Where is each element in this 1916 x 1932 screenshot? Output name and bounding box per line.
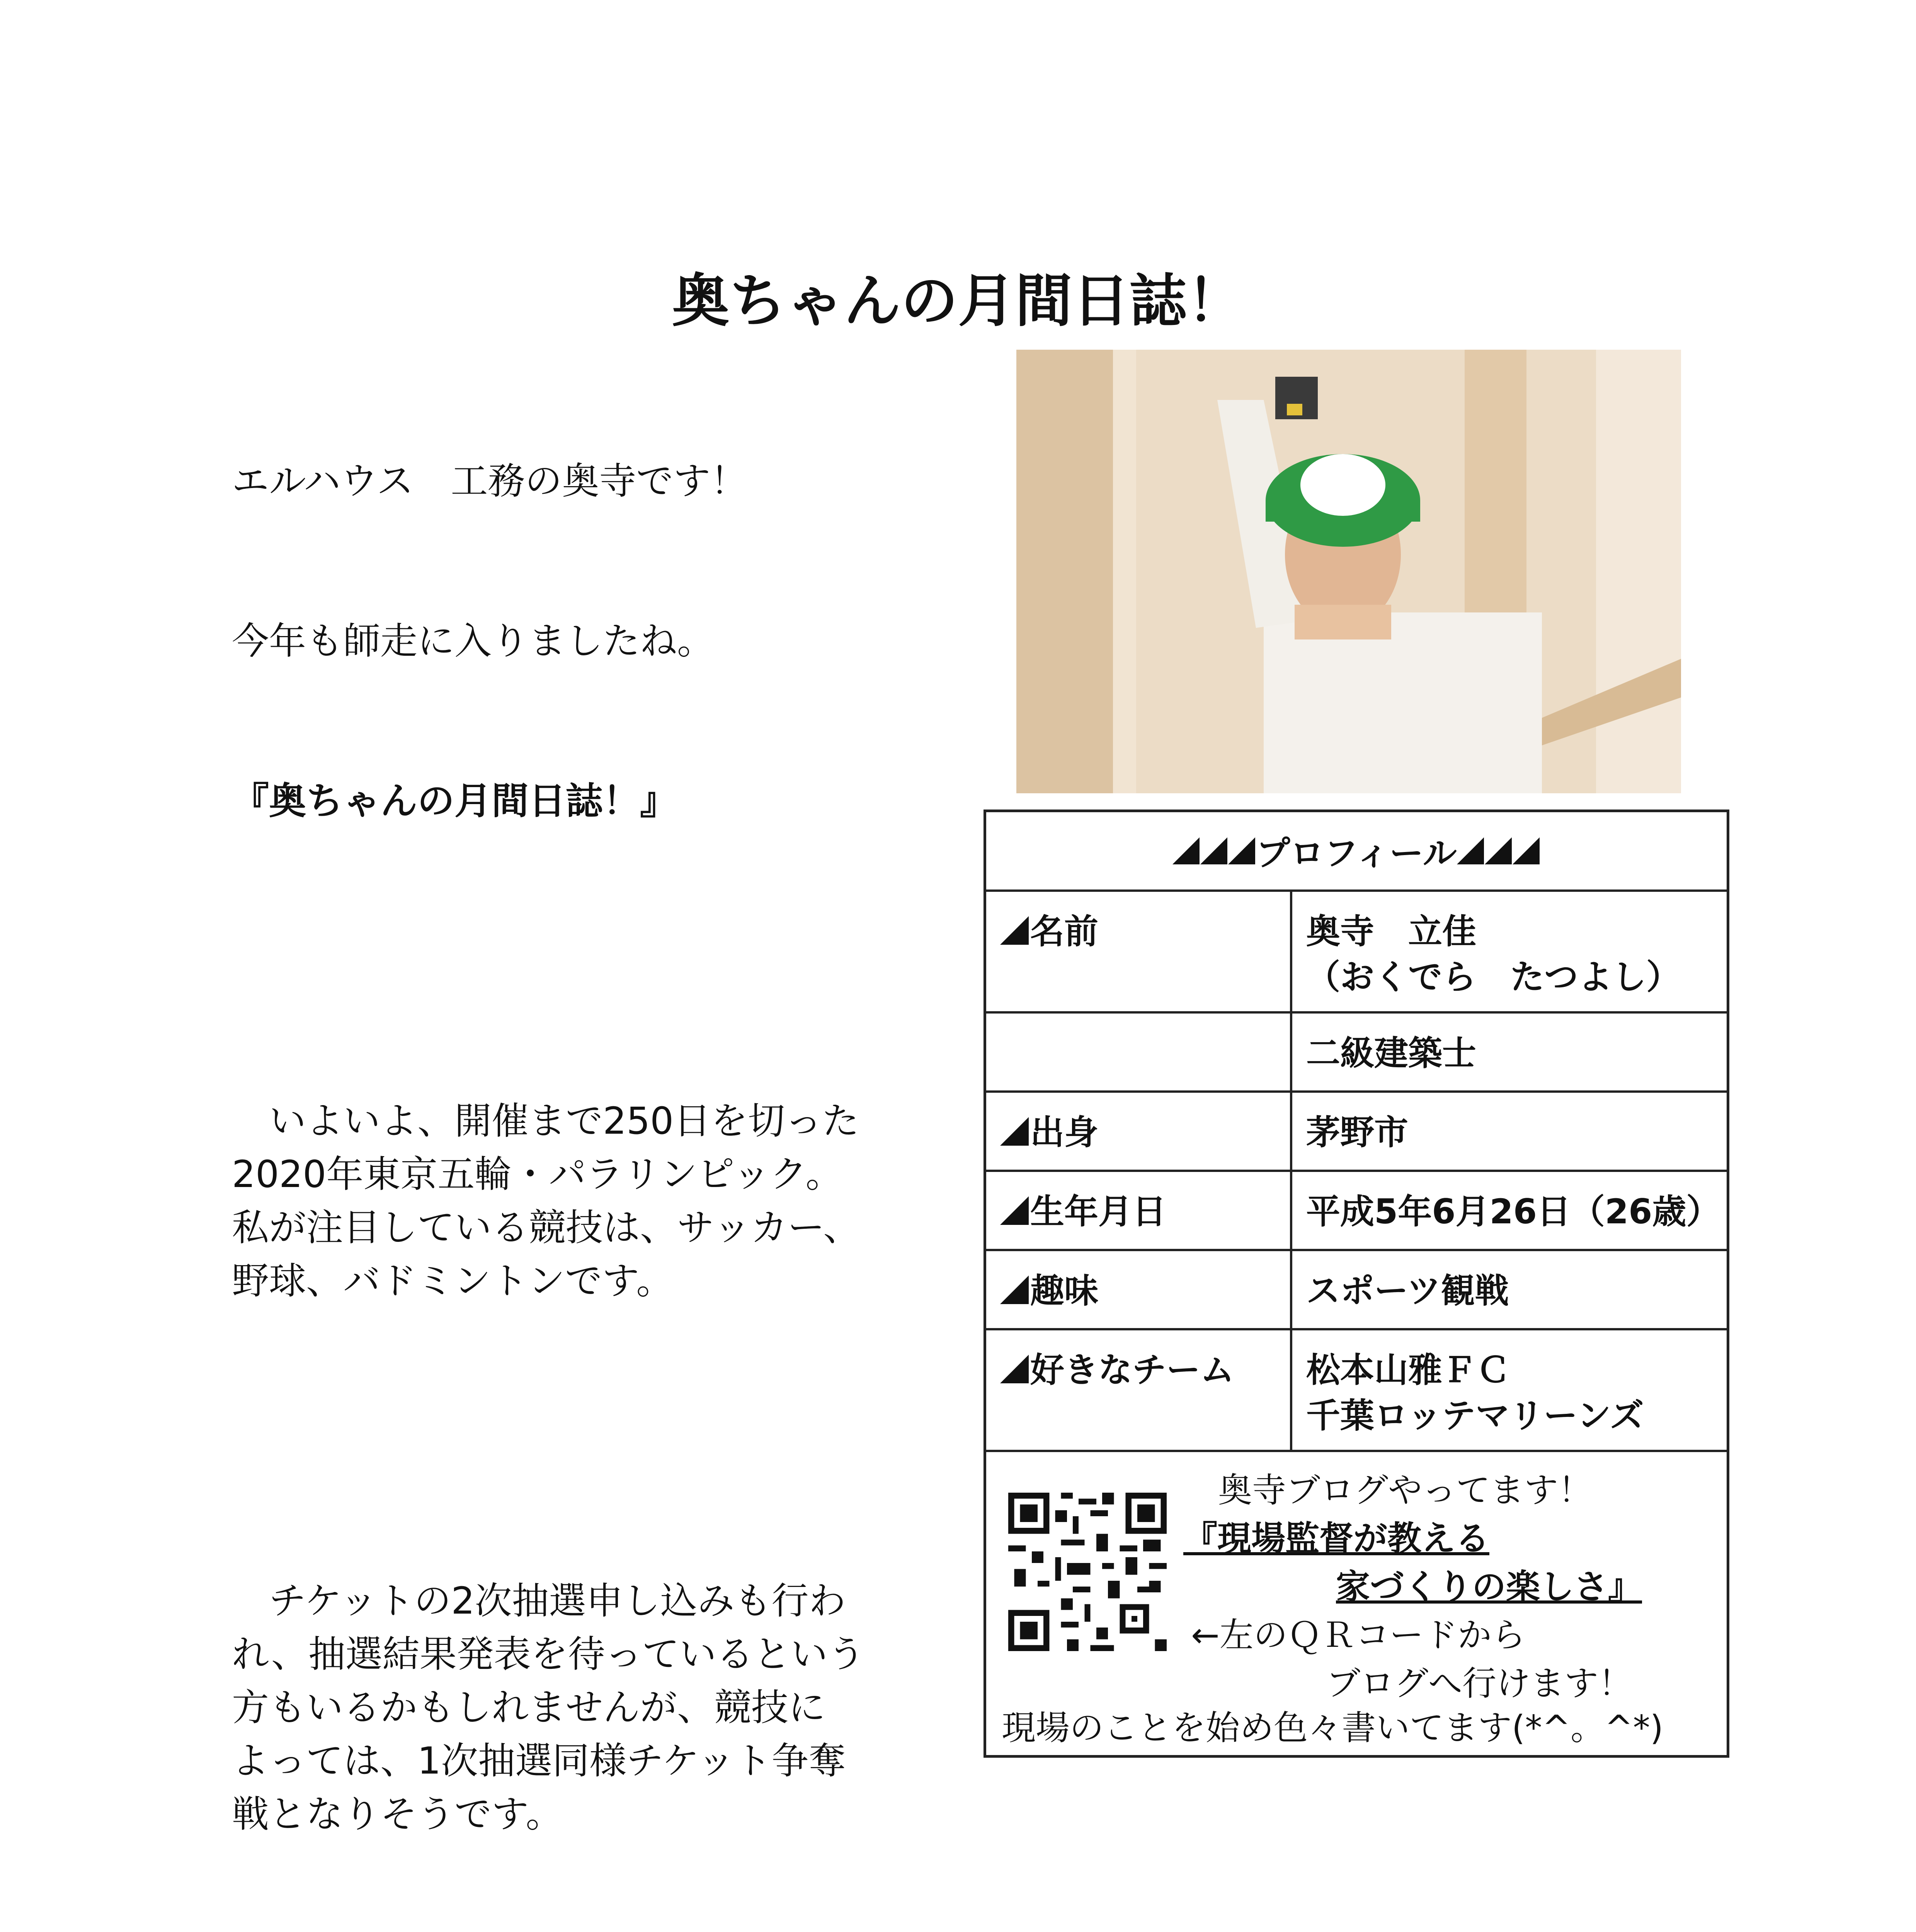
triangle-bullet-icon <box>1000 1117 1029 1146</box>
qr-code-icon[interactable] <box>1002 1487 1172 1657</box>
triangle-bullet-icon <box>1000 916 1029 945</box>
profile-row-birthday <box>986 1170 1727 1249</box>
profile-label: 出身 <box>1030 1112 1099 1152</box>
profile-row-qualification <box>986 1011 1727 1090</box>
profile-photo <box>1016 350 1681 793</box>
profile-value: 松本山雅ＦＣ 千葉ロッテマリーンズ <box>1306 1350 1644 1435</box>
profile-value: 茅野市 <box>1306 1112 1409 1152</box>
triangle-bullet-icon <box>1000 1196 1029 1225</box>
profile-header-label: プロフィール <box>1256 833 1457 873</box>
profile-row-teams <box>986 1328 1727 1450</box>
qr-instruction-line-2: ブログへ行けます！ <box>1326 1663 1633 1703</box>
triangle-bullet-icon <box>1172 837 1200 864</box>
intro-line-2: 今年も師走に入りましたね。 <box>232 619 714 663</box>
profile-row-hometown <box>986 1090 1727 1170</box>
paragraph-olympics: いよいよ、開催まで250日を切った 2020年東京五輪・パラリンピック。 私が注目している競技は、サッカー、 野球、バドミントンです。 <box>232 1099 861 1303</box>
blog-description: 現場のことを始め色々書いてます(*^。^*) <box>1002 1708 1664 1748</box>
profile-header <box>986 812 1727 889</box>
profile-row-name <box>986 889 1727 1011</box>
profile-row-hobby <box>986 1249 1727 1328</box>
blog-intro: 奥寺ブログやってます！ <box>1218 1470 1593 1510</box>
triangle-bullet-icon <box>1228 837 1255 864</box>
profile-value: 平成5年6月26日（26歳） <box>1306 1192 1720 1231</box>
right-article-column <box>1005 1843 1739 1932</box>
blog-title-line-1[interactable]: 『現場監督が教える <box>1183 1519 1490 1558</box>
triangle-bullet-icon <box>1513 837 1540 864</box>
left-article-column <box>232 348 951 1932</box>
profile-value: スポーツ観戦 <box>1306 1271 1509 1311</box>
page-title: 奥ちゃんの月間日誌！ <box>672 268 1244 335</box>
profile-label: 好きなチーム <box>1030 1350 1235 1390</box>
blog-title-line-2[interactable]: 家づくりの楽しさ』 <box>1336 1567 1642 1607</box>
profile-value: 二級建築士 <box>1306 1033 1477 1073</box>
triangle-bullet-icon <box>1000 1276 1029 1304</box>
blog-info-row <box>986 1450 1727 1755</box>
triangle-bullet-icon <box>1457 837 1484 864</box>
profile-table <box>984 810 1729 1758</box>
intro-line-1: エルハウス 工務の奥寺です！ <box>232 459 748 503</box>
triangle-bullet-icon <box>1200 837 1227 864</box>
paragraph-tickets: チケットの2次抽選申し込みも行わ れ、抽選結果発表を待っているという 方もいるかもしれませんが、競技に よっては、1次抽選同様チケット争奪 戦となりそうです。 <box>232 1579 865 1836</box>
profile-value: 奥寺 立佳 （おくでら たつよし） <box>1306 912 1681 997</box>
triangle-bullet-icon <box>1000 1355 1029 1383</box>
profile-label: 生年月日 <box>1030 1192 1167 1231</box>
column-name-heading: 『奥ちゃんの月間日誌！』 <box>232 779 677 823</box>
triangle-bullet-icon <box>1485 837 1512 864</box>
profile-label: 名前 <box>1030 912 1099 951</box>
qr-instruction-line-1: ←左のＱＲコードから <box>1191 1615 1526 1655</box>
profile-label: 趣味 <box>1030 1271 1099 1311</box>
